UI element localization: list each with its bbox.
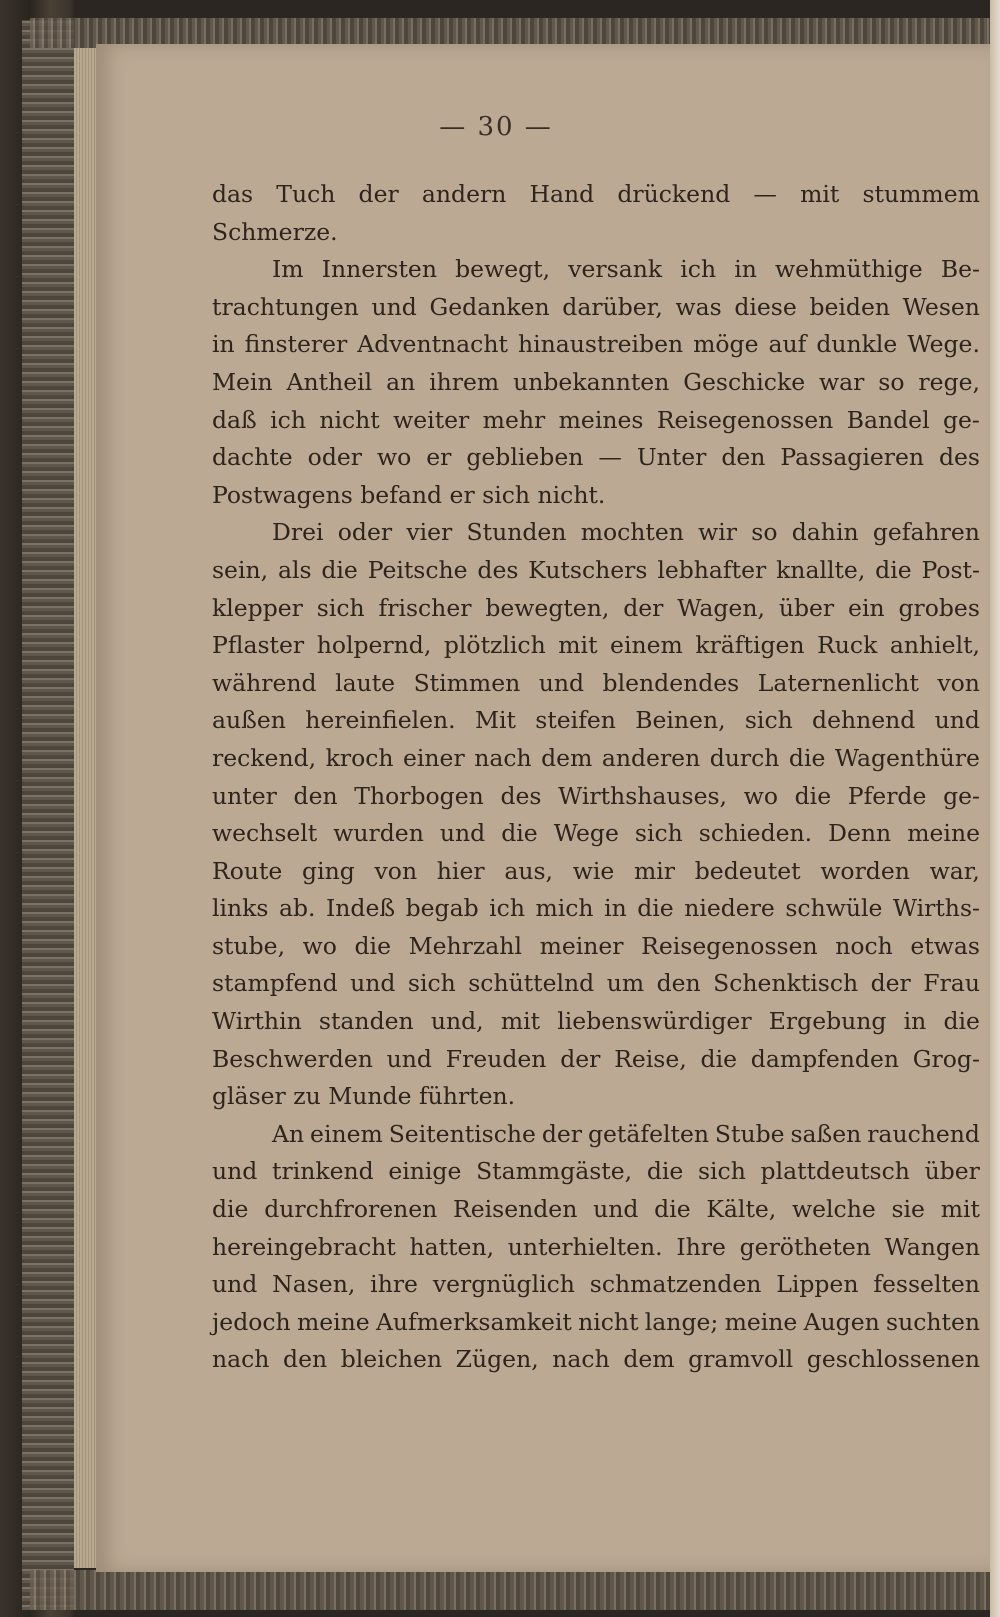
text-line: und Nasen, ihre vergnüglich schmatzenden Lippen fesselten bbox=[212, 1270, 980, 1299]
text-line: in finsterer Adventnacht hinaustreiben möge auf dunkle Wege. bbox=[212, 330, 980, 359]
text-line: Drei oder vier Stunden mochten wir so dahin gefahren bbox=[272, 518, 980, 547]
text-line: Route ging von hier aus, wie mir bedeutet worden war, bbox=[212, 856, 980, 885]
text-line: An einem Seitentische der getäfelten Stube saßen rauchend bbox=[272, 1119, 980, 1148]
text-line: links ab. Indeß begab ich mich in die niedere schwüle Wirths- bbox=[212, 894, 980, 923]
text-line: dachte oder wo er geblieben — Unter den Passagieren des bbox=[212, 443, 980, 472]
text-line: außen hereinfielen. Mit steifen Beinen, sich dehnend und bbox=[212, 706, 980, 735]
book-cover-left-edge bbox=[22, 20, 74, 1610]
text-line: Schmerze. bbox=[212, 217, 338, 246]
text-line: Beschwerden und Freuden der Reise, die dampfenden Grog- bbox=[212, 1044, 980, 1073]
right-margin bbox=[990, 0, 1000, 1617]
text-line: Postwagens befand er sich nicht. bbox=[212, 480, 606, 509]
text-line: während laute Stimmen und blendendes Laternenlicht von bbox=[212, 668, 980, 697]
text-line: wechselt wurden und die Wege sich schieden. Denn meine bbox=[212, 819, 980, 848]
text-line: stube, wo die Mehrzahl meiner Reisegenossen noch etwas bbox=[212, 931, 980, 960]
text-line: trachtungen und Gedanken darüber, was diese beiden Wesen bbox=[212, 292, 980, 321]
text-line: reckend, kroch einer nach dem anderen durch die Wagenthüre bbox=[212, 743, 980, 772]
text-line: klepper sich frischer bewegten, der Wagen, über ein grobes bbox=[212, 593, 980, 622]
text-line: jedoch meine Aufmerksamkeit nicht lange; meine Augen suchten bbox=[212, 1307, 980, 1336]
text-line: unter den Thorbogen des Wirthshauses, wo die Pferde ge- bbox=[212, 781, 980, 810]
text-line: die durchfrorenen Reisenden und die Kälte, welche sie mit bbox=[212, 1195, 980, 1224]
text-line: sein, als die Peitsche des Kutschers lebhafter knallte, die Post- bbox=[212, 555, 980, 584]
page-stack-edges bbox=[74, 48, 98, 1568]
text-line: nach den bleichen Zügen, nach dem gramvoll geschlossenen bbox=[212, 1345, 980, 1374]
text-line: stampfend und sich schüttelnd um den Schenktisch der Frau bbox=[212, 969, 980, 998]
text-line: Pflaster holpernd, plötzlich mit einem kräftigen Ruck anhielt, bbox=[212, 631, 980, 660]
book-cover-bottom-edge bbox=[30, 1570, 1000, 1610]
text-line: das Tuch der andern Hand drückend — mit stummem bbox=[212, 180, 980, 208]
text-line: Im Innersten bewegt, versank ich in wehmüthige Be- bbox=[272, 255, 980, 284]
text-line: Mein Antheil an ihrem unbekannten Geschicke war so rege, bbox=[212, 367, 980, 396]
text-line: und trinkend einige Stammgäste, die sich plattdeutsch über bbox=[212, 1157, 980, 1186]
text-line: hereingebracht hatten, unterhielten. Ihre gerötheten Wangen bbox=[212, 1232, 980, 1261]
text-line: daß ich nicht weiter mehr meines Reisegenossen Bandel ge- bbox=[212, 405, 980, 434]
page-number: — 30 — bbox=[439, 112, 553, 142]
body-text bbox=[212, 176, 980, 1379]
text-line: Wirthin standen und, mit liebenswürdiger Ergebung in die bbox=[212, 1007, 980, 1036]
text-line: gläser zu Munde führten. bbox=[212, 1082, 516, 1111]
